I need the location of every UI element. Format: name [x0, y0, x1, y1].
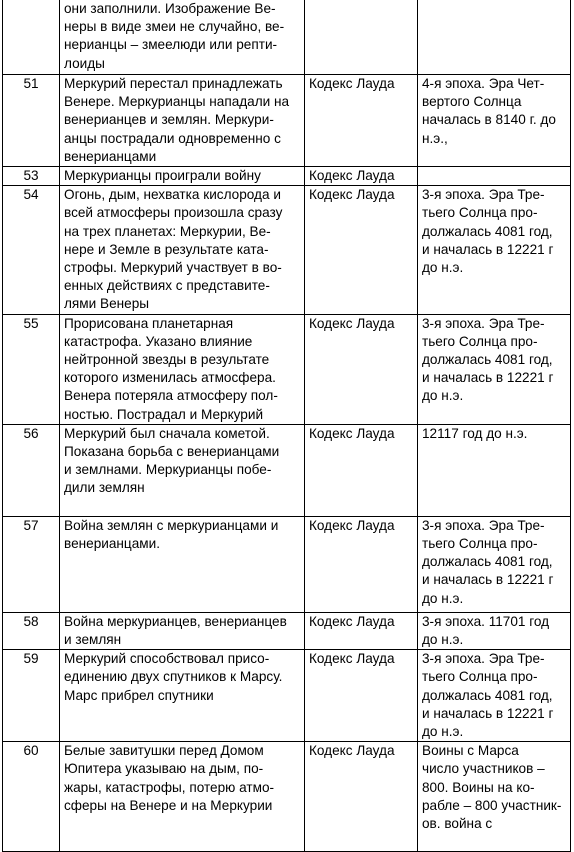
row-number: 55 [3, 314, 60, 424]
row-epoch: 3-я эпоха. Эра Тре- тьего Солнца про- должалась 4081 год, и началась в 12221 г до н.э. [418, 186, 571, 314]
row-description: Меркурий способствовал присо- единению двух спутников к Марсу. Марс прибрел спутники [60, 650, 305, 742]
row-number: 51 [3, 75, 60, 167]
row-source: Кодекс Лауда [305, 186, 418, 314]
table-row [3, 650, 571, 742]
row-number: 57 [3, 516, 60, 612]
row-number: 54 [3, 186, 60, 314]
table-row [3, 516, 571, 612]
row-source: Кодекс Лауда [305, 742, 418, 852]
row-epoch: 3-я эпоха. Эра Тре- тьего Солнца про- должалась 4081 год, и началась в 12221 г до н.э. [418, 314, 571, 424]
row-number: 53 [3, 167, 60, 186]
table-row [3, 424, 571, 516]
row-source: Кодекс Лауда [305, 75, 418, 167]
row-source: Кодекс Лауда [305, 612, 418, 649]
row-source: Кодекс Лауда [305, 650, 418, 742]
row-epoch: 4-я эпоха. Эра Чет- вертого Солнца началась в 8140 г. до н.э., [418, 75, 571, 167]
row-description: Меркурий перестал принадлежать Венере. Меркурианцы нападали на венерианцев и землян. Меркури- анцы пострадали одновременно с венерианцами [60, 75, 305, 167]
table-row [3, 742, 571, 852]
row-number: 60 [3, 742, 60, 852]
row-description: Война меркурианцев, венерианцев и землян [60, 612, 305, 649]
row-source: Кодекс Лауда [305, 424, 418, 516]
row-description: Белые завитушки перед Домом Юпитера указываю на дым, по- жары, катастрофы, потерю атмо- сферы на Венере и на Меркурии [60, 742, 305, 852]
row-description: Прорисована планетарная катастрофа. Указано влияние нейтронной звезды в результате которого изменилась атмосфера. Венера потеряла атмосферу пол- ностью. Пострадал и Меркурий [60, 314, 305, 424]
row-number: 56 [3, 424, 60, 516]
row-description: они заполнили. Изображение Ве- неры в виде змеи не случайно, ве- нерианцы – змеелюди или репти- лоиды [60, 0, 305, 75]
row-number: 59 [3, 650, 60, 742]
row-epoch: 3-я эпоха. Эра Тре- тьего Солнца про- должалась 4081 год, и началась в 12221 г до н.э. [418, 516, 571, 612]
row-number [3, 0, 60, 75]
table-row [3, 612, 571, 649]
row-epoch: 3-я эпоха. 11701 год до н.э. [418, 612, 571, 649]
row-description: Меркурий был сначала кометой. Показана борьба с венерианцами и землнами. Меркурианцы побе- дили землян [60, 424, 305, 516]
row-description: Меркурианцы проиграли войну [60, 167, 305, 186]
row-epoch: 3-я эпоха. Эра Тре- тьего Солнца про- должалась 4081 год, и началась в 12221 г до н.э. [418, 650, 571, 742]
table-row [3, 167, 571, 186]
table-row [3, 314, 571, 424]
table-body [3, 0, 571, 852]
row-number: 58 [3, 612, 60, 649]
row-epoch: Воины с Марса число участников – 800. Воины на ко- рабле – 800 участник- ов. война с [418, 742, 571, 852]
records-table [2, 0, 571, 852]
row-source [305, 0, 418, 75]
row-source: Кодекс Лауда [305, 314, 418, 424]
row-source: Кодекс Лауда [305, 516, 418, 612]
table-row [3, 75, 571, 167]
row-source: Кодекс Лауда [305, 167, 418, 186]
row-epoch [418, 167, 571, 186]
row-epoch: 12117 год до н.э. [418, 424, 571, 516]
row-description: Огонь, дым, нехватка кислорода и всей атмосферы произошла сразу на трех планетах: Меркурии, Ве- нере и Земле в результате ката- строфы. Меркурий участвует в во- енных действиях с представите- лями Венеры [60, 186, 305, 314]
row-epoch [418, 0, 571, 75]
table-row [3, 0, 571, 75]
row-description: Война землян с меркурианцами и венерианцами. [60, 516, 305, 612]
table-row [3, 186, 571, 314]
